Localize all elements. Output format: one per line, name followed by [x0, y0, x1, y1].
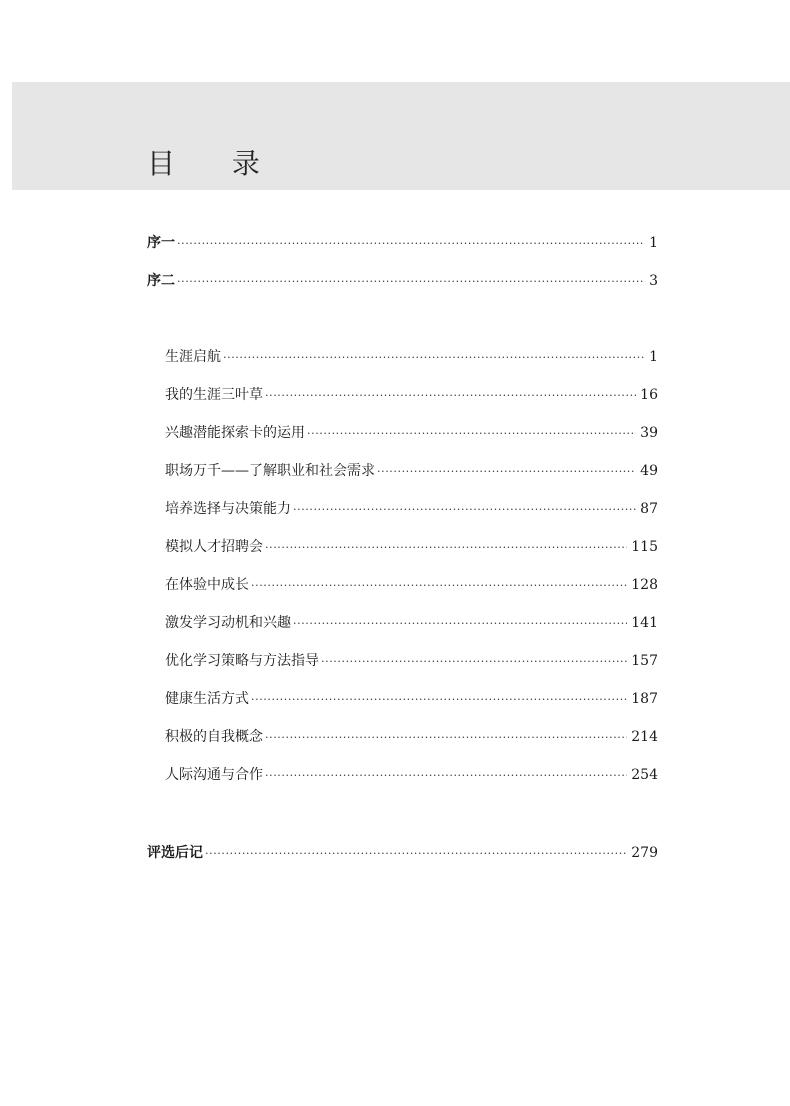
dot-leader [293, 615, 627, 633]
toc-entry-label: 职场万千——了解职业和社会需求 [165, 463, 375, 479]
toc-entry-afterword[interactable] [147, 844, 658, 862]
dot-leader [177, 273, 644, 291]
dot-leader [265, 387, 636, 405]
toc-entry-chapter-2[interactable] [165, 386, 658, 404]
dot-leader [377, 463, 636, 481]
toc-entry-page: 187 [631, 691, 658, 707]
toc-entry-page: 16 [640, 387, 658, 403]
dot-leader [321, 653, 627, 671]
toc-entry-chapter-1[interactable] [165, 348, 658, 366]
toc-entry-page: 1 [649, 235, 658, 251]
toc-entry-page: 49 [640, 463, 658, 479]
toc-entry-label: 健康生活方式 [165, 691, 249, 707]
toc-entry-label: 优化学习策略与方法指导 [165, 653, 319, 669]
toc-entry-label: 激发学习动机和兴趣 [165, 615, 291, 631]
toc-entry-page: 141 [631, 615, 658, 631]
toc-entry-page: 39 [640, 425, 658, 441]
dot-leader [265, 539, 627, 557]
toc-entry-page: 87 [640, 501, 658, 517]
toc-entry-preface-2[interactable] [147, 272, 658, 290]
toc-entry-page: 1 [649, 349, 658, 365]
dot-leader [251, 577, 627, 595]
toc-entry-label: 序二 [147, 273, 175, 289]
dot-leader [177, 235, 644, 253]
toc-entry-label: 积极的自我概念 [165, 729, 263, 745]
toc-entry-chapter-7[interactable] [165, 576, 658, 594]
toc-entry-label: 在体验中成长 [165, 577, 249, 593]
toc-entry-chapter-9[interactable] [165, 652, 658, 670]
toc-entry-label: 模拟人才招聘会 [165, 539, 263, 555]
toc-entry-chapter-6[interactable] [165, 538, 658, 556]
toc-entry-chapter-5[interactable] [165, 500, 658, 518]
dot-leader [265, 729, 627, 747]
toc-entry-page: 254 [631, 767, 658, 783]
toc-entry-chapter-11[interactable] [165, 728, 658, 746]
toc-entry-page: 128 [631, 577, 658, 593]
toc-entry-page: 279 [631, 845, 658, 861]
dot-leader [307, 425, 636, 443]
dot-leader [265, 767, 627, 785]
toc-entry-label: 我的生涯三叶草 [165, 387, 263, 403]
dot-leader [293, 501, 636, 519]
toc-entry-chapter-12[interactable] [165, 766, 658, 784]
page-title: 目 录 [147, 147, 284, 180]
toc-entry-chapter-3[interactable] [165, 424, 658, 442]
toc-entry-chapter-10[interactable] [165, 690, 658, 708]
toc-entry-page: 115 [631, 539, 658, 555]
toc-entry-label: 评选后记 [147, 845, 203, 861]
dot-leader [223, 349, 644, 367]
toc-entry-label: 兴趣潜能探索卡的运用 [165, 425, 305, 441]
toc-entry-label: 生涯启航 [165, 349, 221, 365]
toc-entry-preface-1[interactable] [147, 234, 658, 252]
dot-leader [251, 691, 627, 709]
toc-entry-label: 序一 [147, 235, 175, 251]
toc-entry-label: 人际沟通与合作 [165, 767, 263, 783]
toc-entry-label: 培养选择与决策能力 [165, 501, 291, 517]
toc-entry-chapter-4[interactable] [165, 462, 658, 480]
toc-entry-page: 157 [631, 653, 658, 669]
dot-leader [205, 845, 627, 863]
toc-entry-chapter-8[interactable] [165, 614, 658, 632]
toc-entry-page: 3 [649, 273, 658, 289]
toc-entry-page: 214 [631, 729, 658, 745]
